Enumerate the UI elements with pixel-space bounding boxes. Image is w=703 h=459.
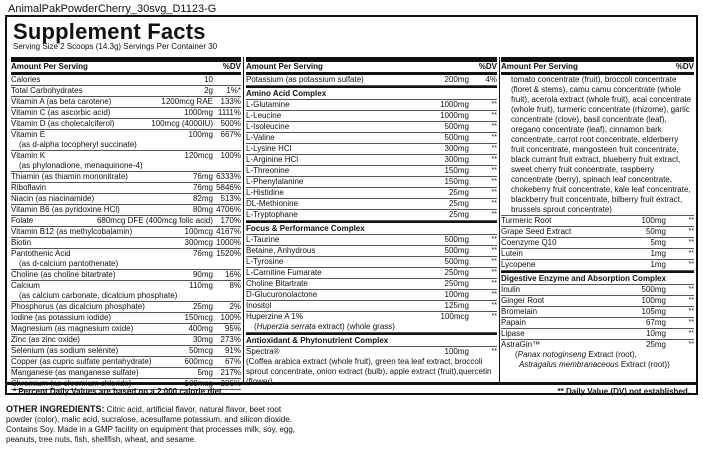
nutrient-row: Calories 10 <box>11 75 241 86</box>
nutrient-row: L-Tyrosine 500mg ** <box>246 257 497 266</box>
footnote-dv: * Percent Daily Values are based on a 2,000 calorie diet. <box>13 387 224 396</box>
nutrient-row: Copper (as cupric sulfate pentahydrate) 600mcg 67% <box>11 357 241 366</box>
nutrient-row: Vitamin C (as ascorbic acid) 1000mg 1111% <box>11 108 241 117</box>
nutrient-row: Lycopene 1mg ** <box>501 260 694 269</box>
nutrient-row: Vitamin B12 (as methylcobalamin) 100mcg 4167% <box>11 227 241 236</box>
nutrient-row: Thiamin (as thiamin mononitrate) 76mg 6333% <box>11 172 241 181</box>
nutrient-row: Folate 680mcg DFE (400mcg folic acid) 170% <box>11 216 241 225</box>
column-3 <box>501 57 694 370</box>
nutrient-row: Bromelain 105mg ** <box>501 307 694 316</box>
nutrient-row: Coenzyme Q10 5mg ** <box>501 238 694 247</box>
nutrient-row: Spectra® 100mg ** (Coffea arabica extract (whole fruit), green tea leaf extract, broccoli sprout concentrate, onion extract (bulb), apple extract (fruit),quercetin (flower), <box>246 347 497 386</box>
other-ingredients: OTHER INGREDIENTS: Citric acid, artificial flavor, natural flavor, beet root powder (color), malic acid, sucralose, acesulfame potassium, and silicon dioxide. Contains Soy. Made in a GMP facility on equipment that processes milk, soy, egg, peanuts, tree nuts, fish, shellfish, wheat, and sesame. <box>6 404 296 444</box>
column-divider <box>243 57 244 382</box>
nutrient-row: Ginger Root 100mg ** <box>501 296 694 305</box>
column-divider <box>499 57 500 382</box>
nutrient-row: Vitamin D (as cholecalciferol) 100mcg (4000IU) 500% <box>11 119 241 128</box>
nutrient-row: Chromium (as chromium chloride) 100mcg 286% <box>11 379 241 388</box>
nutrient-row: Biotin 300mcg 1000% <box>11 238 241 247</box>
nutrient-row: Riboflavin 76mg 5846% <box>11 183 241 192</box>
column-header: Amount Per Serving %DV <box>501 62 694 75</box>
digest-list <box>501 285 694 340</box>
nutrient-row: L-Isoleucine 500mg ** <box>246 122 497 131</box>
nutrient-row: Manganese (as manganese sulfate) 5mg 217% <box>11 368 241 377</box>
nutrient-row: Selenium (as sodium selenite) 50mcg 91% <box>11 346 241 355</box>
nutrient-row: Lipase 10mg ** <box>501 329 694 338</box>
nutrient-row: Vitamin K 120mcg 100% (as phylonadione, menaquinone-4) <box>11 151 241 170</box>
focus-list <box>246 235 497 312</box>
nutrient-row: Inositol 125mg ** <box>246 301 497 310</box>
nutrient-row: Grape Seed Extract 50mg ** <box>501 227 694 236</box>
column-2 <box>246 57 497 387</box>
nutrient-row: Zinc (as zinc oxide) 30mg 273% <box>11 335 241 344</box>
nutrient-row: L-Histidine 25mg ** <box>246 188 497 197</box>
nutrient-row: AstraGin™ 25mg ** (Panax notoginseng Extract (root), Astragalus membranaceous Extract (root)) <box>501 340 694 369</box>
nutrient-row: Choline (as choline bitartrate) 90mg 16% <box>11 270 241 279</box>
ingredient-description: (Coffea arabica extract (whole fruit), green tea leaf extract, broccoli sprout concentrate, onion extract (bulb), apple extract (fruit),quercetin (flower), <box>246 357 492 386</box>
nutrient-row: L-Leucine 1000mg ** <box>246 111 497 120</box>
nutrient-row: Magnesium (as magnesium oxide) 400mg 95% <box>11 324 241 333</box>
serving-info: Serving Size 2 Scoops (14.3g) Servings Per Container 30 <box>13 42 218 51</box>
nutrient-row: Potassium (as potassium sulfate) 200mg 4% <box>246 75 497 84</box>
nutrient-row: DL-Methionine 25mg ** <box>246 199 497 208</box>
nutrient-row: Vitamin A (as beta carotene) 1200mcg RAE 133% <box>11 97 241 106</box>
footnote-not-established: ** Daily Value (DV) not established. <box>557 387 690 396</box>
supplement-facts-panel <box>5 15 698 395</box>
nutrient-list <box>501 216 694 271</box>
nutrient-row: L-Lysine HCl 300mg ** <box>246 144 497 153</box>
nutrient-row: Pantothenic Acid 76mg 1520% (as d-calcium pantothenate) <box>11 249 241 268</box>
amino-list <box>246 100 497 221</box>
section-title: Focus & Performance Complex <box>246 221 497 235</box>
nutrient-row: Calcium 110mg 8% (as calcium carbonate, dicalcium phosphate) <box>11 281 241 300</box>
nutrient-row: Vitamin B6 (as pyridoxine HCl) 80mg 4706% <box>11 205 241 214</box>
column-1 <box>11 57 241 390</box>
nutrient-row: Lutein 1mg ** <box>501 249 694 258</box>
nutrient-row: Turmeric Root 100mg ** <box>501 216 694 225</box>
nutrient-list <box>11 75 241 390</box>
nutrient-row: Niacin (as niacinamide) 82mg 513% <box>11 194 241 203</box>
footnotes <box>7 382 696 398</box>
nutrient-row: Vitamin E 100mg 667% (as d-alpha tocopheryl succinate) <box>11 130 241 149</box>
column-header: Amount Per Serving %DV <box>11 62 241 75</box>
nutrient-row: Iodine (as potassium iodide) 150mcg 100% <box>11 313 241 322</box>
column-header: Amount Per Serving %DV <box>246 62 497 75</box>
section-title: Amino Acid Complex <box>246 86 497 100</box>
nutrient-row: L-Glutamine 1000mg ** <box>246 100 497 109</box>
file-header: AnimalPakPowderCherry_30svg_D1123-G <box>8 3 217 15</box>
nutrient-row: L-Arginine HCl 300mg ** <box>246 155 497 164</box>
nutrient-row: Choline Bitartrate 250mg ** <box>246 279 497 288</box>
nutrient-row: L-Threonine 150mg ** <box>246 166 497 175</box>
nutrient-row: Inulin 500mg ** <box>501 285 694 294</box>
nutrient-row: D-Glucuronolactone 100mg ** <box>246 290 497 299</box>
section-title: Antioxidant & Phytonutrient Complex <box>246 333 497 347</box>
nutrient-row: L-Taurine 500mg ** <box>246 235 497 244</box>
nutrient-row: Papain 67mg ** <box>501 318 694 327</box>
nutrient-row: L-Valine 500mg ** <box>246 133 497 142</box>
nutrient-row: L-Phenylalanine 150mg ** <box>246 177 497 186</box>
nutrient-row: Huperzine A 1% 100mcg ** (Huperzia serrata extract) (whole grass) <box>246 312 497 331</box>
nutrient-row: Betaine, Anhydrous 500mg ** <box>246 246 497 255</box>
nutrient-row: Total Carbohydrates 2g 1%* <box>11 86 241 95</box>
panel-title: Supplement Facts <box>13 19 206 44</box>
section-title: Digestive Enzyme and Absorption Complex <box>501 271 694 285</box>
nutrient-row: Phosphorus (as dicalcium phosphate) 25mg 2% <box>11 302 241 311</box>
ingredient-description: tomato concentrate (fruit), broccoli concentrate (floret & stems), camu camu concentrate (whole fruit), acerola extract (whole fruit), acai concentrate (whole fruit), turmeric concentrate (rhizome), garlic concentrate (clove), basil concentrate (leaf), oregano concentrate (leaf), cinnamon bark concentrate, carrot root concentrate, elderberry fruit concentrate, mangosteen fruit concentrate, black currant fruit extract, blueberry fruit extract, sweet cherry fruit concentrate, raspberry concentrate (berry), spinach leaf concentrate, chokeberry fruit concentrate, kale leaf concentrate, blackberry fruit concentrate, bilberry fruit extract, brussels sprout concentrate) <box>501 75 694 216</box>
nutrient-row: L-Carnitine Fumarate 250mg ** <box>246 268 497 277</box>
nutrient-row: L-Tryptophane 25mg ** <box>246 210 497 219</box>
